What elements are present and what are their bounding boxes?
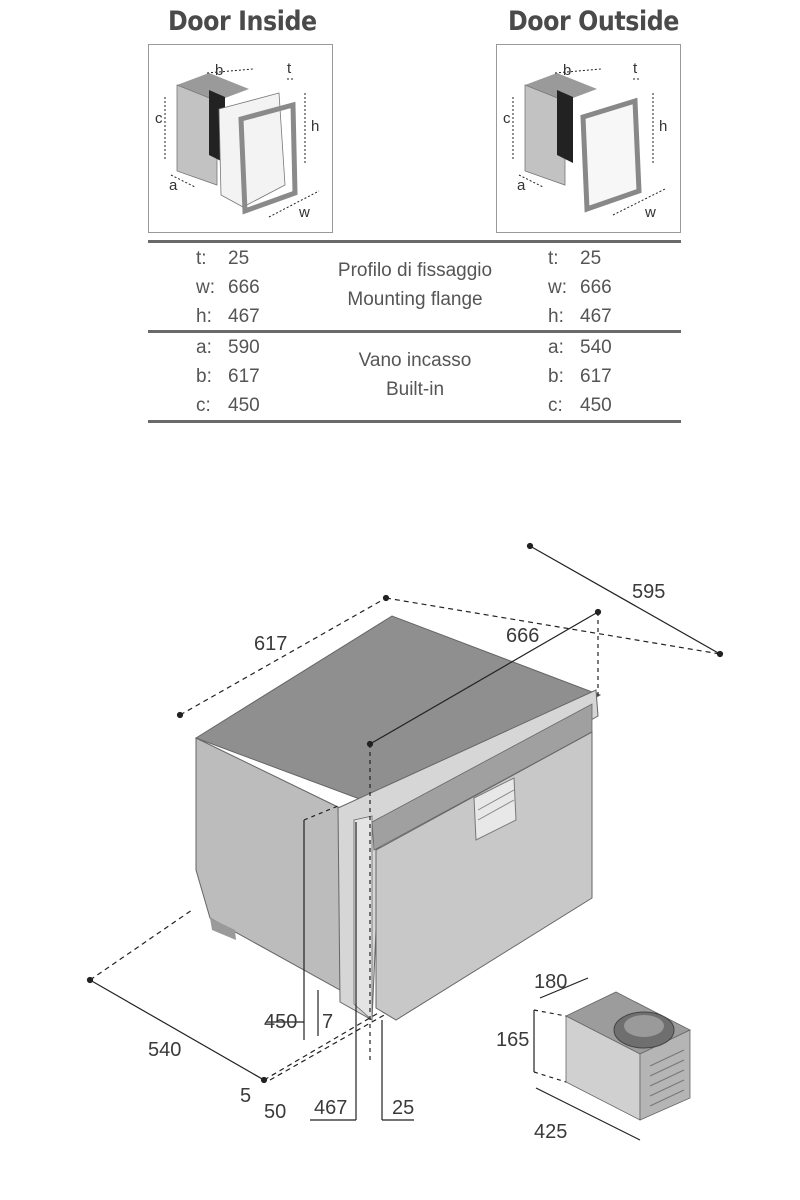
dim-50: 50 bbox=[264, 1101, 287, 1123]
dim-450: 450 bbox=[264, 1011, 298, 1033]
dim-5: 5 bbox=[240, 1085, 252, 1107]
builtin-inside-b: b: 617 bbox=[196, 366, 260, 387]
door-inside-diagram bbox=[148, 44, 333, 233]
builtin-title-en: Built-in bbox=[385, 379, 445, 400]
dim-540: 540 bbox=[148, 1039, 182, 1061]
main-dimension-drawing bbox=[0, 520, 800, 1200]
flange-inside-t: t: 25 bbox=[196, 248, 250, 269]
dim-7: 7 bbox=[322, 1011, 334, 1033]
refrigerator-cabinet bbox=[196, 616, 600, 1020]
thumb-label-a: a bbox=[169, 177, 178, 194]
flange-inside-w: w: 666 bbox=[196, 277, 260, 298]
dim-595: 595 bbox=[632, 581, 666, 603]
door-inside-title: Door Inside bbox=[168, 6, 317, 37]
door-outside-title: Door Outside bbox=[508, 6, 679, 37]
thumb-label-w: w bbox=[299, 204, 310, 221]
table-rule-middle bbox=[148, 330, 681, 333]
dim-25: 25 bbox=[392, 1097, 415, 1119]
dim-467: 467 bbox=[314, 1097, 348, 1119]
flange-outside-w: w: 666 bbox=[548, 277, 612, 298]
dim-617: 617 bbox=[254, 633, 288, 655]
thumb-label-b-outside: b bbox=[563, 62, 572, 79]
thumb-label-h-outside: h bbox=[659, 118, 668, 135]
builtin-inside-c: c: 450 bbox=[196, 395, 260, 416]
door-outside-diagram bbox=[496, 44, 681, 233]
dim-165: 165 bbox=[496, 1029, 530, 1051]
dim-666: 666 bbox=[506, 625, 540, 647]
thumb-label-t: t bbox=[287, 60, 292, 77]
thumb-label-t-outside: t bbox=[633, 60, 638, 77]
builtin-outside-c: c: 450 bbox=[548, 395, 612, 416]
dim-425: 425 bbox=[534, 1121, 568, 1143]
thumb-label-b: b bbox=[215, 62, 224, 79]
flange-title-en: Mounting flange bbox=[347, 289, 483, 310]
table-rule-top bbox=[148, 240, 681, 243]
thumb-label-a-outside: a bbox=[517, 177, 526, 194]
table-rule-bottom bbox=[148, 420, 681, 423]
thumb-label-h: h bbox=[311, 118, 320, 135]
thumb-label-c-outside: c bbox=[503, 110, 511, 127]
builtin-caption bbox=[300, 346, 530, 404]
thumb-label-w-outside: w bbox=[645, 204, 656, 221]
flange-outside-h: h: 467 bbox=[548, 306, 612, 327]
compressor-unit bbox=[566, 992, 690, 1120]
flange-outside-t: t: 25 bbox=[548, 248, 602, 269]
builtin-title-it: Vano incasso bbox=[358, 350, 472, 371]
flange-title-it: Profilo di fissaggio bbox=[337, 260, 493, 281]
builtin-inside-a: a: 590 bbox=[196, 337, 260, 358]
thumb-label-c: c bbox=[155, 110, 163, 127]
builtin-outside-a: a: 540 bbox=[548, 337, 612, 358]
flange-caption bbox=[300, 256, 530, 314]
flange-inside-h: h: 467 bbox=[196, 306, 260, 327]
builtin-outside-b: b: 617 bbox=[548, 366, 612, 387]
dim-180: 180 bbox=[534, 971, 568, 993]
